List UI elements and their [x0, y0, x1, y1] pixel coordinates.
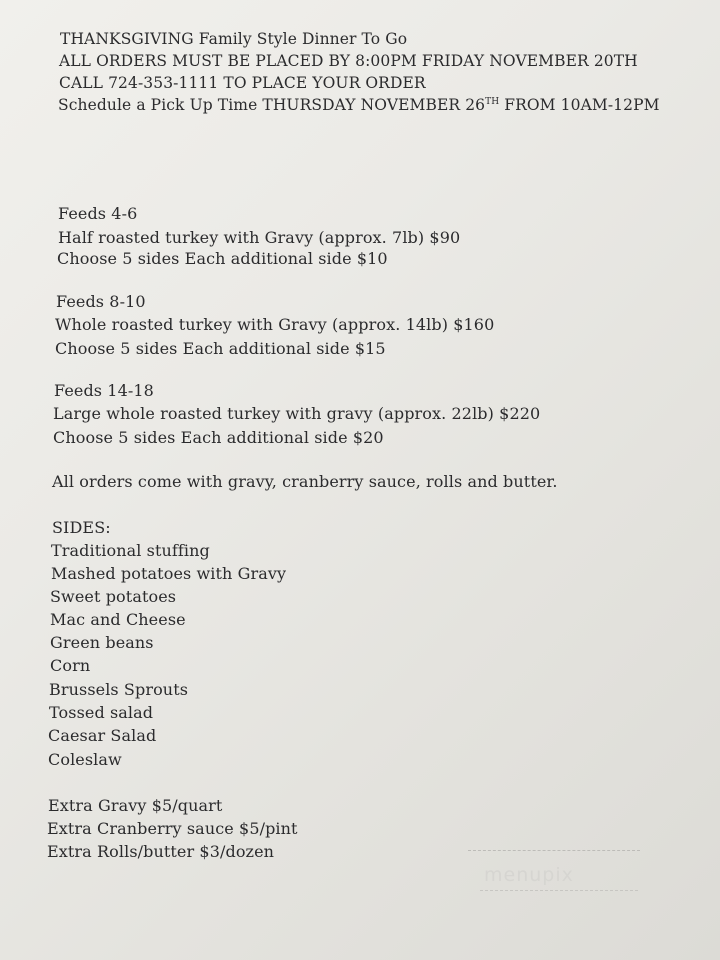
sides-heading: SIDES:: [52, 518, 111, 537]
side-item: Green beans: [50, 633, 154, 652]
side-item: Tossed salad: [49, 703, 154, 722]
side-item: Mashed potatoes with Gravy: [51, 564, 287, 583]
pickup-ordinal: TH: [485, 97, 500, 107]
pickup-text: Schedule a Pick Up Time THURSDAY NOVEMBER 26: [58, 96, 486, 114]
order-deadline: ALL ORDERS MUST BE PLACED BY 8:00PM FRIDAY NOVEMBER 20TH: [59, 52, 638, 70]
pickup-time: FROM 10AM-12PM: [499, 96, 660, 114]
phone-order-line: CALL 724-353-1111 TO PLACE YOUR ORDER: [59, 74, 426, 92]
watermark-border-bottom: [480, 890, 638, 891]
package-3-main: Large whole roasted turkey with gravy (approx. 22lb) $220: [53, 404, 541, 423]
package-1-sides: Choose 5 sides Each additional side $10: [57, 249, 388, 268]
extra-item: Extra Gravy $5/quart: [48, 796, 223, 815]
extra-item: Extra Rolls/butter $3/dozen: [47, 842, 275, 861]
package-3-sides: Choose 5 sides Each additional side $20: [53, 428, 384, 447]
side-item: Brussels Sprouts: [49, 680, 189, 699]
side-item: Coleslaw: [48, 750, 122, 769]
package-2-main: Whole roasted turkey with Gravy (approx. 14lb) $160: [55, 315, 495, 334]
package-1-feeds: Feeds 4-6: [58, 204, 138, 223]
side-item: Caesar Salad: [48, 726, 157, 745]
package-3-feeds: Feeds 14-18: [54, 381, 154, 400]
package-1-main: Half roasted turkey with Gravy (approx. 7lb) $90: [58, 228, 461, 247]
watermark-text: menupix: [484, 864, 574, 886]
menupix-watermark: [468, 846, 648, 896]
package-2-feeds: Feeds 8-10: [56, 292, 146, 311]
watermark-border-top: [468, 850, 640, 851]
side-item: Corn: [50, 656, 91, 675]
side-item: Traditional stuffing: [51, 541, 210, 560]
menu-title: THANKSGIVING Family Style Dinner To Go: [60, 30, 408, 48]
included-note: All orders come with gravy, cranberry sauce, rolls and butter.: [52, 472, 558, 491]
package-2-sides: Choose 5 sides Each additional side $15: [55, 339, 386, 358]
side-item: Mac and Cheese: [50, 610, 186, 629]
side-item: Sweet potatoes: [50, 587, 177, 606]
extra-item: Extra Cranberry sauce $5/pint: [47, 819, 298, 838]
pickup-schedule: [58, 96, 660, 114]
